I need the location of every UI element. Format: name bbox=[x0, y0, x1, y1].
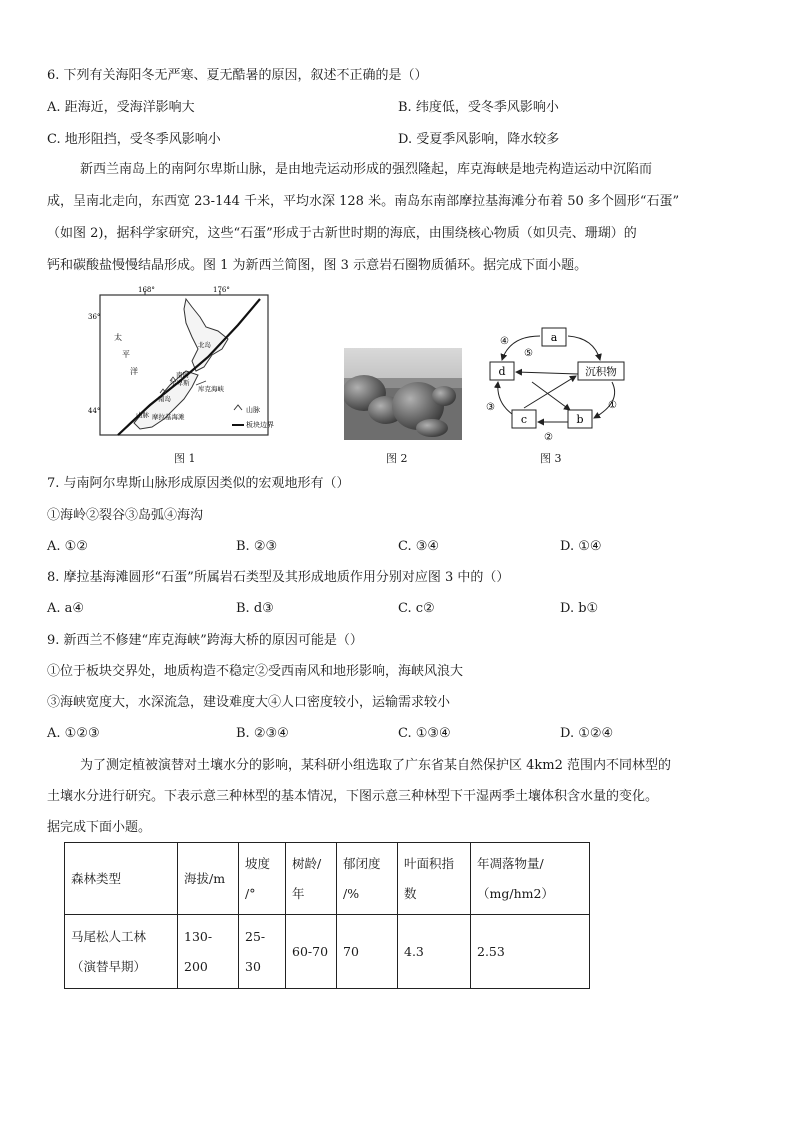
legend-label: 板块边界 bbox=[246, 421, 274, 429]
q7-option-c[interactable]: C. ③④ bbox=[398, 539, 440, 554]
q8-option-c[interactable]: C. c② bbox=[398, 601, 435, 616]
place-label: 山脉 bbox=[136, 411, 149, 419]
arrow-label: ⑤ bbox=[524, 348, 533, 359]
table-header-cell: 树龄/ 年 bbox=[286, 843, 337, 915]
lon-label: 168° bbox=[138, 286, 155, 294]
table-cell: 2.53 bbox=[471, 915, 590, 989]
place-label: 南岛 bbox=[158, 395, 171, 403]
boulder bbox=[416, 419, 448, 437]
q7-option-b[interactable]: B. ②③ bbox=[236, 539, 278, 554]
table-header-cell: 郁闭度 /% bbox=[337, 843, 398, 915]
place-label: 南阿 bbox=[176, 371, 189, 379]
figure-3-caption: 图 3 bbox=[540, 452, 562, 465]
table-header-cell: 年凋落物量/ （mg/hm2） bbox=[471, 843, 590, 915]
place-label: 摩拉基海滩 bbox=[152, 413, 185, 421]
q8-option-d[interactable]: D. b① bbox=[560, 601, 599, 616]
legend-label: 山脉 bbox=[246, 406, 260, 414]
svg-text:c: c bbox=[520, 413, 528, 426]
lat-label: 44° bbox=[88, 407, 101, 415]
arrow-label: ② bbox=[544, 432, 553, 443]
svg-text:d: d bbox=[498, 365, 506, 378]
passage1-line: 成，呈南北走向，东西宽 23-144 千米，平均水深 128 米。南岛东南部摩拉基海滩分布着 50 多个圆形“石蛋” bbox=[47, 194, 680, 209]
mountain-legend-icon bbox=[234, 405, 242, 410]
sea-label: 平 bbox=[122, 350, 130, 359]
passage1-line: 钙和碳酸盐慢慢结晶形成。图 1 为新西兰简图，图 3 示意岩石圈物质循环。据完成下面小题。 bbox=[47, 258, 588, 273]
sea-label: 洋 bbox=[130, 367, 138, 376]
q6-option-d[interactable]: D. 受夏季风影响，降水较多 bbox=[398, 132, 560, 147]
svg-text:沉积物: 沉积物 bbox=[585, 366, 617, 378]
q6-option-b[interactable]: B. 纬度低，受冬季风影响小 bbox=[398, 100, 559, 115]
arrow-label: ③ bbox=[486, 402, 495, 413]
q7-option-d[interactable]: D. ①④ bbox=[560, 539, 602, 554]
svg-text:a: a bbox=[550, 331, 558, 344]
table-header-cell: 海拔/m bbox=[178, 843, 239, 915]
arrow-label: ① bbox=[608, 400, 617, 411]
passage2-line: 土壤水分进行研究。下表示意三种林型的基本情况，下图示意三种林型下干湿两季土壤体积含水量的变化。 bbox=[47, 789, 659, 804]
table-cell: 130-200 bbox=[178, 915, 239, 989]
lon-label: 176° bbox=[213, 286, 230, 294]
svg-text:b: b bbox=[576, 413, 584, 426]
table-row bbox=[65, 915, 590, 989]
table-cell: 70 bbox=[337, 915, 398, 989]
figure-2-photo bbox=[344, 348, 462, 440]
q9-option-d[interactable]: D. ①②④ bbox=[560, 726, 614, 741]
lat-label: 36° bbox=[88, 313, 101, 321]
table-header-row bbox=[65, 843, 590, 915]
q8-option-b[interactable]: B. d③ bbox=[236, 601, 274, 616]
figure-3-rock-cycle bbox=[482, 322, 642, 448]
table-header-cell: 坡度 /° bbox=[239, 843, 286, 915]
q9-choices: ③海峡宽度大，水深流急，建设难度大④人口密度较小，运输需求较小 bbox=[47, 695, 451, 710]
q7-option-a[interactable]: A. ①② bbox=[47, 539, 88, 554]
table-header-cell: 森林类型 bbox=[65, 843, 178, 915]
table-cell: 25-30 bbox=[239, 915, 286, 989]
table-cell: 60-70 bbox=[286, 915, 337, 989]
table-cell: 4.3 bbox=[398, 915, 471, 989]
figure-1-caption: 图 1 bbox=[174, 452, 196, 465]
passage1-line: （如图 2)，据科学家研究，这些“石蛋”形成于古新世时期的海底，由围绕核心物质（如贝壳、珊瑚）的 bbox=[47, 226, 637, 241]
q6-option-c[interactable]: C. 地形阻挡，受冬季风影响小 bbox=[47, 132, 221, 147]
figure-1-map bbox=[88, 285, 288, 445]
place-label: 尔卑斯 bbox=[170, 379, 190, 387]
arrow-label: ④ bbox=[500, 336, 509, 347]
figure-2-caption: 图 2 bbox=[386, 452, 408, 465]
q9-option-a[interactable]: A. ①②③ bbox=[47, 726, 100, 741]
q6-option-a[interactable]: A. 距海近，受海洋影响大 bbox=[47, 100, 195, 115]
north-island-shape bbox=[184, 299, 228, 371]
q8-stem: 8. 摩拉基海滩圆形“石蛋”所属岩石类型及其形成地质作用分别对应图 3 中的（） bbox=[47, 570, 510, 585]
forest-type-table bbox=[64, 842, 590, 989]
q9-option-b[interactable]: B. ②③④ bbox=[236, 726, 289, 741]
sea-label: 太 bbox=[114, 333, 122, 342]
q9-stem: 9. 新西兰不修建“库克海峡”跨海大桥的原因可能是（） bbox=[47, 633, 363, 648]
place-label: 北岛 bbox=[198, 341, 211, 349]
q6-stem: 6. 下列有关海阳冬无严寒、夏无酷暑的原因，叙述不正确的是（） bbox=[47, 68, 428, 83]
q9-choices: ①位于板块交界处，地质构造不稳定②受西南风和地形影响，海峡风浪大 bbox=[47, 664, 464, 679]
passage2-line: 为了测定植被演替对土壤水分的影响，某科研小组选取了广东省某自然保护区 4km2 范围内不同林型的 bbox=[80, 758, 672, 773]
place-label: 库克海峡 bbox=[198, 385, 224, 393]
passage1-line: 新西兰南岛上的南阿尔卑斯山脉，是由地壳运动形成的强烈隆起，库克海峡是地壳构造运动中沉陷而 bbox=[80, 162, 653, 177]
q8-option-a[interactable]: A. a④ bbox=[47, 601, 85, 616]
passage2-line: 据完成下面小题。 bbox=[47, 820, 152, 835]
q9-option-c[interactable]: C. ①③④ bbox=[398, 726, 451, 741]
table-cell: 马尾松人工林 （演替早期） bbox=[65, 915, 178, 989]
table-header-cell: 叶面积指 数 bbox=[398, 843, 471, 915]
q7-stem: 7. 与南阿尔卑斯山脉形成原因类似的宏观地形有（） bbox=[47, 476, 350, 491]
q7-choices: ①海岭②裂谷③岛弧④海沟 bbox=[47, 508, 204, 523]
boulder bbox=[432, 386, 456, 406]
